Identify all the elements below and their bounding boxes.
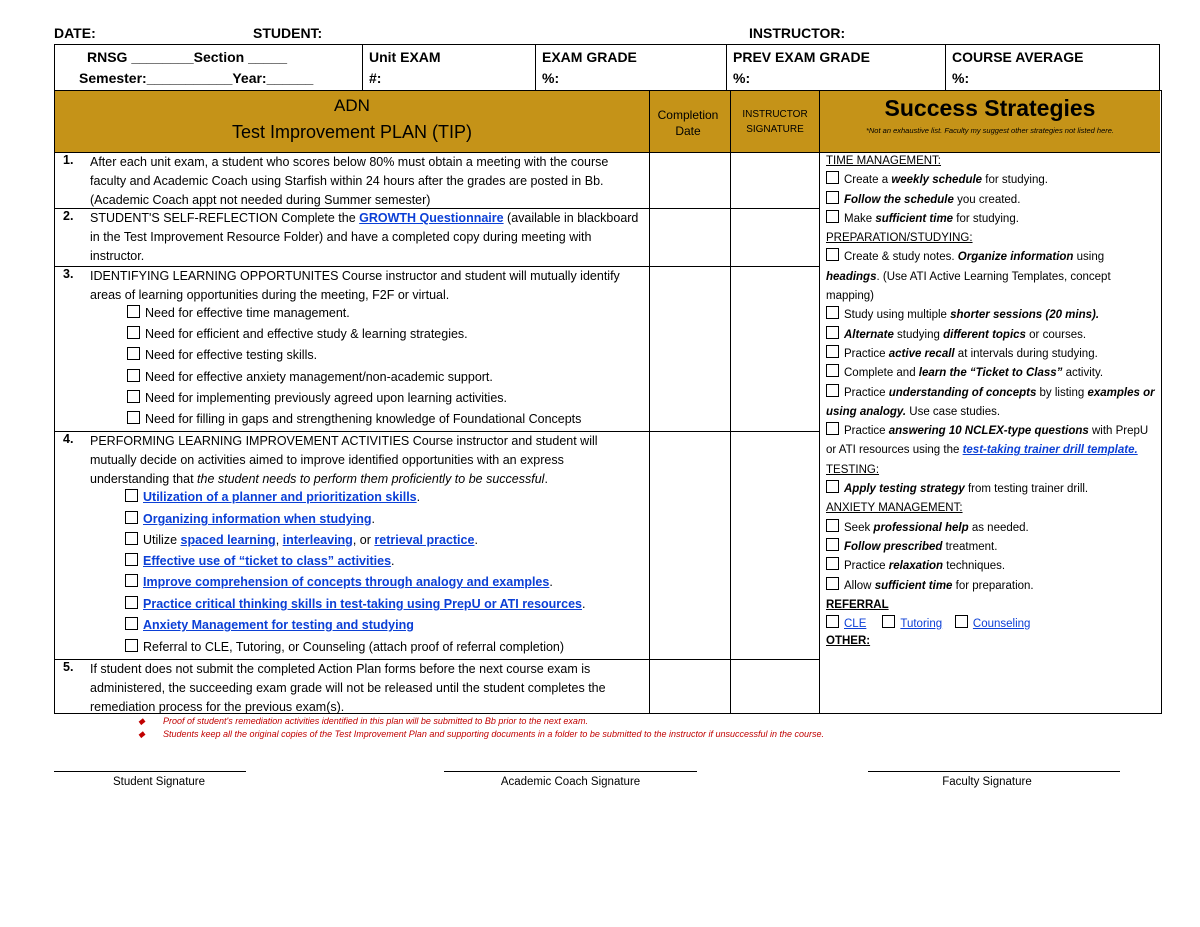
checkbox-icon[interactable] — [125, 617, 138, 630]
row-2-text-pre: STUDENT'S SELF-REFLECTION Complete the — [90, 211, 360, 225]
checkbox-icon[interactable] — [125, 553, 138, 566]
column-divider — [730, 91, 731, 713]
checkbox-icon[interactable] — [826, 326, 839, 339]
instructor-label: INSTRUCTOR: — [749, 25, 846, 41]
checkbox-icon[interactable] — [826, 615, 839, 628]
row-5-text: If student does not submit the completed Action Plan forms before the next course exam is administered, the succeeding exam grade will not be released until the student completes the remediation process for the previous exam(s). — [90, 662, 606, 714]
strategy-emphasis: relaxation — [888, 560, 944, 573]
planner-link[interactable]: Utilization of a planner and prioritization skills — [143, 490, 417, 504]
activity-item[interactable]: Organizing information when studying. — [125, 510, 375, 529]
learning-need-item[interactable] — [127, 325, 468, 344]
coach-signature-label: Academic Coach Signature — [500, 776, 641, 788]
strategy-item[interactable] — [826, 248, 1160, 306]
checkbox-icon[interactable] — [826, 191, 839, 204]
strategy-text: Make — [844, 212, 876, 225]
bullet-icon: ◆ — [138, 729, 145, 739]
checkbox-icon[interactable] — [127, 369, 140, 382]
strategy-emphasis: answering 10 NCLEX-type questions — [888, 425, 1089, 438]
strategy-item[interactable] — [826, 519, 1160, 538]
strategy-text: you created. — [953, 193, 1021, 206]
strategy-emphasis: professional help — [873, 521, 969, 534]
strategy-item[interactable] — [826, 210, 1160, 229]
course-average-label: COURSE AVERAGE — [952, 49, 1084, 65]
strategy-text: studying — [893, 328, 944, 341]
separator: , — [275, 533, 283, 547]
prev-exam-grade-field[interactable]: %: — [733, 70, 751, 86]
note-originals: Students keep all the original copies of the Test Improvement Plan and supporting documents in a folder to be submitted to the instructor if unsuccessful in the course. — [163, 729, 825, 739]
counseling-link[interactable]: Counseling — [972, 618, 1031, 631]
activity-item[interactable]: Effective use of “ticket to class” activities. — [125, 552, 395, 571]
strategy-emphasis: sufficient time — [875, 212, 954, 225]
testing-heading: TESTING: — [826, 463, 880, 476]
referral-options — [826, 615, 1160, 634]
strategy-item[interactable] — [826, 384, 1160, 423]
preparation-heading: PREPARATION/STUDYING: — [826, 232, 973, 245]
exam-info-table — [54, 44, 1160, 92]
strategy-item[interactable] — [826, 326, 1160, 345]
strategy-emphasis: headings — [826, 270, 877, 283]
date-label: DATE: — [54, 25, 96, 41]
strategy-text: Create & study notes. — [844, 251, 958, 264]
strategy-emphasis: Alternate — [844, 328, 894, 341]
strategy-text: using — [1073, 251, 1105, 264]
note-proof: Proof of student's remediation activities identified in this plan will be submitted to Bb prior to the next exam. — [163, 716, 588, 726]
organizing-info-link[interactable]: Organizing information when studying — [143, 512, 372, 526]
strategy-text: for studying. — [982, 174, 1048, 187]
success-strategies-list — [826, 152, 1160, 648]
unit-exam-label: Unit EXAM — [369, 49, 441, 65]
test-taking-trainer-link[interactable]: test-taking trainer drill template. — [962, 444, 1138, 457]
interleaving-link[interactable]: interleaving — [282, 533, 353, 547]
strategy-text: Practice — [844, 560, 889, 573]
strategy-emphasis: Follow the schedule — [844, 193, 954, 206]
row-number: 3. — [63, 267, 74, 281]
learning-need-item[interactable] — [127, 410, 581, 429]
rnsg-section-field[interactable]: RNSG ________Section _____ — [87, 49, 288, 65]
strategy-text: Study using multiple — [844, 309, 951, 322]
strategy-text: by listing — [1036, 386, 1088, 399]
strategy-item[interactable] — [826, 345, 1160, 364]
activity-item[interactable]: Practice critical thinking skills in test-taking using PrepU or ATI resources. — [125, 595, 586, 614]
prev-exam-grade-label: PREV EXAM GRADE — [733, 49, 870, 65]
exam-grade-field[interactable]: %: — [542, 70, 560, 86]
checkbox-icon[interactable] — [826, 480, 839, 493]
strategy-text: Practice — [844, 425, 889, 438]
learning-need-label: Need for efficient and effective study & learning strategies. — [145, 327, 468, 341]
strategy-text: treatment. — [942, 540, 998, 553]
row-4-text-b: . — [544, 472, 548, 486]
retrieval-practice-link[interactable]: retrieval practice — [374, 533, 475, 547]
checkbox-icon[interactable] — [826, 210, 839, 223]
strategy-emphasis: sufficient time — [874, 579, 953, 592]
checkbox-icon[interactable] — [125, 532, 138, 545]
coach-signature-line[interactable] — [444, 771, 697, 772]
checkbox-icon[interactable] — [127, 347, 140, 360]
student-signature-label: Student Signature — [112, 776, 206, 788]
strategy-text: as needed. — [968, 521, 1029, 534]
student-label: STUDENT: — [253, 25, 323, 41]
other-heading: OTHER: — [826, 635, 871, 648]
tutoring-link[interactable]: Tutoring — [900, 618, 943, 631]
checkbox-icon[interactable] — [826, 364, 839, 377]
adn-title: ADN — [334, 96, 370, 115]
checkbox-icon[interactable] — [826, 557, 839, 570]
strategy-emphasis: Apply testing strategy — [844, 483, 965, 496]
activity-label: Utilize — [143, 533, 181, 547]
strategy-text: Practice — [844, 386, 889, 399]
strategy-item[interactable] — [826, 364, 1160, 383]
referral-heading: REFERRAL — [826, 598, 889, 611]
strategy-item[interactable] — [826, 191, 1160, 210]
anxiety-heading: ANXIETY MANAGEMENT: — [826, 502, 963, 515]
strategy-text: Allow — [844, 579, 875, 592]
strategy-item[interactable] — [826, 306, 1160, 325]
row-1-text: After each unit exam, a student who scores below 80% must obtain a meeting with the course faculty and Academic Coach using Starfish within 24 hours after the grades are posted in Bb. (Academic Coach appt not needed during Summer semester) — [90, 155, 609, 207]
learning-need-item[interactable] — [127, 368, 493, 387]
checkbox-icon[interactable] — [826, 171, 839, 184]
row-number: 4. — [63, 432, 74, 446]
learning-need-label: Need for effective testing skills. — [145, 348, 318, 362]
strategy-item[interactable] — [826, 422, 1160, 461]
checkbox-icon[interactable] — [127, 411, 140, 424]
student-signature-line[interactable] — [54, 771, 246, 772]
checkbox-icon[interactable] — [826, 345, 839, 358]
strategy-item[interactable] — [826, 480, 1160, 499]
strategy-text: with PrepU or ATI resources using the — [826, 425, 1149, 457]
strategy-emphasis: examples or using analogy. — [826, 386, 1155, 418]
completion-date-header: Completion Date — [657, 108, 719, 138]
strategy-text: for preparation. — [952, 579, 1034, 592]
row-4-text — [90, 432, 645, 489]
checkbox-icon[interactable] — [826, 519, 839, 532]
strategy-emphasis: active recall — [888, 347, 955, 360]
strategy-item[interactable] — [826, 557, 1160, 576]
exam-grade-label: EXAM GRADE — [542, 49, 637, 65]
strategy-emphasis: Follow prescribed — [844, 540, 943, 553]
strategy-text: Seek — [844, 521, 874, 534]
strategy-item[interactable] — [826, 577, 1160, 596]
row-number: 5. — [63, 660, 74, 674]
tip-plan-grid — [54, 90, 1162, 714]
strategy-text: at intervals during studying. — [954, 347, 1098, 360]
checkbox-icon[interactable] — [826, 248, 839, 261]
checkbox-icon[interactable] — [125, 511, 138, 524]
checkbox-icon[interactable] — [882, 615, 895, 628]
learning-need-label: Need for effective anxiety management/non-academic support. — [145, 370, 493, 384]
checkbox-icon[interactable] — [826, 422, 839, 435]
row-number: 1. — [63, 153, 74, 167]
learning-need-label: Need for effective time management. — [145, 306, 350, 320]
checkbox-icon[interactable] — [955, 615, 968, 628]
learning-need-item[interactable] — [127, 346, 317, 365]
strategy-emphasis: weekly schedule — [891, 174, 983, 187]
critical-thinking-link[interactable]: Practice critical thinking skills in test-taking using PrepU or ATI resources — [143, 597, 583, 611]
faculty-signature-label: Faculty Signature — [942, 776, 1032, 788]
instructor-signature-header: INSTRUCTOR SIGNATURE — [742, 109, 808, 135]
learning-need-item[interactable] — [127, 389, 507, 408]
plan-title: Test Improvement PLAN (TIP) — [231, 122, 473, 142]
separator: , or — [352, 533, 375, 547]
checkbox-icon[interactable] — [125, 596, 138, 609]
column-divider — [649, 91, 650, 713]
strategy-emphasis: different topics — [943, 328, 1026, 341]
checkbox-icon[interactable] — [826, 384, 839, 397]
growth-questionnaire-link[interactable]: GROWTH Questionnaire — [359, 211, 504, 225]
checkbox-icon[interactable] — [127, 326, 140, 339]
strategy-emphasis: Organize information — [957, 251, 1074, 264]
unit-exam-number-field[interactable]: #: — [369, 70, 382, 86]
learning-need-label: Need for implementing previously agreed upon learning activities. — [145, 391, 508, 405]
strategy-emphasis: understanding of concepts — [888, 386, 1037, 399]
bullet-icon: ◆ — [138, 716, 145, 726]
strategy-text: from testing trainer drill. — [964, 483, 1089, 496]
strategy-text: techniques. — [943, 560, 1006, 573]
row-2-text — [90, 209, 645, 266]
strategy-item[interactable] — [826, 171, 1160, 190]
row-4-text-emphasis: the student needs to perform them proficiently to be successful — [197, 472, 545, 486]
activity-item[interactable]: Utilization of a planner and prioritization skills. — [125, 488, 420, 507]
strategy-text: activity. — [1062, 367, 1104, 380]
ticket-to-class-link[interactable]: Effective use of “ticket to class” activities — [143, 554, 392, 568]
spaced-learning-link[interactable]: spaced learning — [180, 533, 276, 547]
comprehension-link[interactable]: Improve comprehension of concepts through analogy and examples — [143, 575, 550, 589]
strategy-emphasis: shorter sessions (20 mins). — [950, 309, 1100, 322]
time-management-heading: TIME MANAGEMENT: — [826, 155, 942, 167]
anxiety-management-link[interactable]: Anxiety Management for testing and studying — [143, 618, 414, 632]
checkbox-icon[interactable] — [125, 489, 138, 502]
activity-item[interactable] — [125, 616, 414, 635]
strategy-text: . (Use ATI Active Learning Templates, concept mapping) — [826, 270, 1111, 303]
success-strategies-note: *Not an exhaustive list. Faculty my suggest other strategies not listed here. — [865, 126, 1115, 135]
column-divider — [819, 91, 820, 713]
strategy-text: Complete and — [844, 367, 919, 380]
checkbox-icon[interactable] — [125, 639, 138, 652]
activity-item[interactable] — [125, 638, 564, 657]
strategy-text: Create a — [844, 174, 892, 187]
semester-year-field[interactable]: Semester:___________Year:______ — [79, 70, 314, 86]
checkbox-icon[interactable] — [826, 306, 839, 319]
activity-item[interactable]: Utilize spaced learning, interleaving, or retrieval practice. — [125, 531, 478, 550]
learning-need-label: Need for filling in gaps and strengthening knowledge of Foundational Concepts — [145, 412, 582, 426]
row-number: 2. — [63, 209, 74, 223]
activity-item[interactable]: Improve comprehension of concepts through analogy and examples. — [125, 573, 553, 592]
row-3-text: IDENTIFYING LEARNING OPPORTUNITES Course instructor and student will mutually identify areas of learning opportunities during the meeting, F2F or virtual. — [90, 269, 620, 302]
strategy-text: or courses. — [1025, 328, 1087, 341]
faculty-signature-line[interactable] — [868, 771, 1120, 772]
strategy-text: Use case studies. — [906, 405, 1001, 418]
checkbox-icon[interactable] — [127, 305, 140, 318]
row-2-text-post: (available in blackboard in the Test Improvement Resource Folder) and have a completed copy during meeting with instructor. — [90, 211, 639, 263]
learning-need-item[interactable] — [127, 304, 350, 323]
checkbox-icon[interactable] — [125, 574, 138, 587]
checkbox-icon[interactable] — [826, 538, 839, 551]
row-4-text-a: PERFORMING LEARNING IMPROVEMENT ACTIVITIES Course instructor and student will mutually decide on activities aimed to improve identified opportunities with an express understanding that — [90, 434, 598, 486]
checkbox-icon[interactable] — [826, 577, 839, 590]
referral-label: Referral to CLE, Tutoring, or Counseling (attach proof of referral completion) — [143, 640, 565, 654]
strategy-item[interactable] — [826, 538, 1160, 557]
strategy-emphasis: learn the “Ticket to Class” — [918, 367, 1063, 380]
course-average-field[interactable]: %: — [952, 70, 970, 86]
strategy-text: for studying. — [953, 212, 1019, 225]
cle-link[interactable]: CLE — [844, 618, 867, 631]
success-strategies-title: Success Strategies — [884, 95, 1096, 121]
strategy-text: Practice — [844, 347, 889, 360]
checkbox-icon[interactable] — [127, 390, 140, 403]
